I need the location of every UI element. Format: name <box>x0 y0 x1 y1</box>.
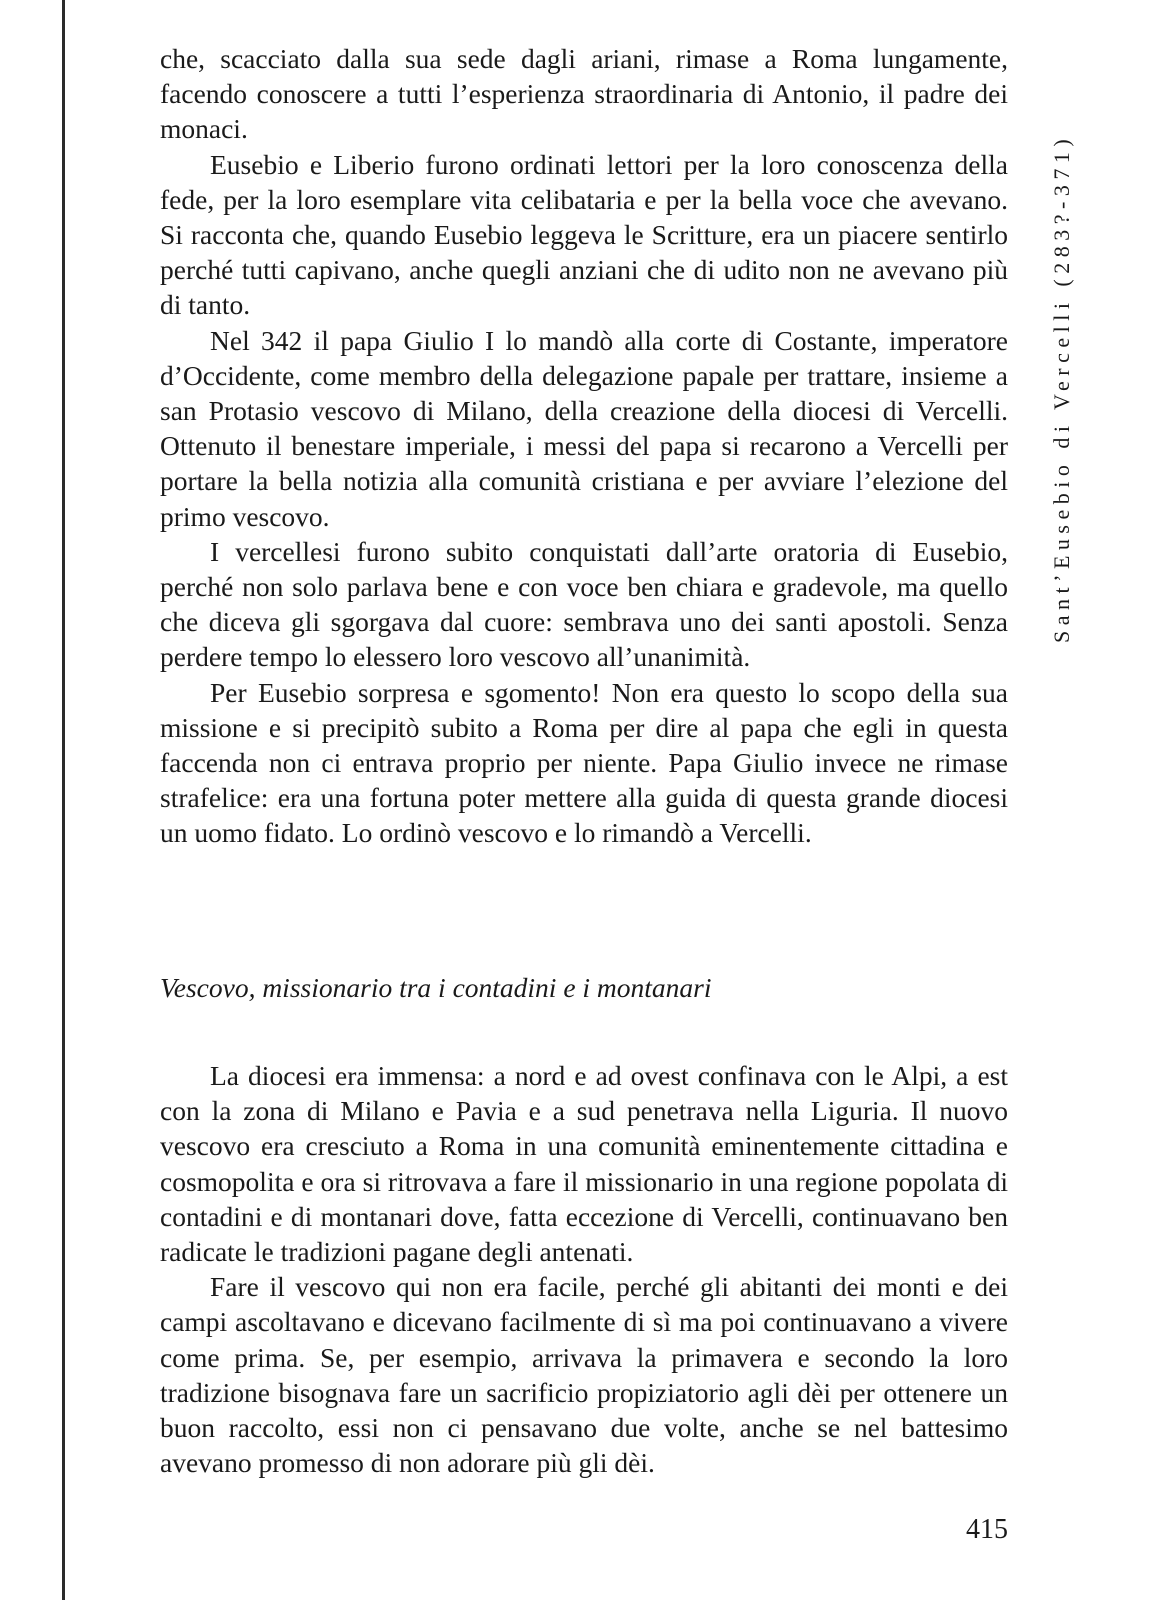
page-binding-edge <box>62 0 65 1600</box>
paragraph: Eusebio e Liberio furono ordinati lettori per la loro conoscenza della fede, per la loro esemplare vita celibataria e per la bella voce che avevano. Si racconta che, quando Eusebio leggeva le Scritture, era un piacere sentirlo perché tutti capivano, anche quegli anziani che di udito non ne avevano più di tanto. <box>160 148 1008 321</box>
body-text-top <box>160 41 1008 851</box>
body-text-section <box>160 1058 1008 1480</box>
section-heading: Vescovo, missionario tra i contadini e i montanari <box>160 972 712 1003</box>
paragraph: Nel 342 il papa Giulio I lo mandò alla corte di Costante, imperatore d’Occidente, come membro della delegazione papale per trattare, insieme a san Protasio vescovo di Milano, della creazione della diocesi di Vercelli. Ottenuto il benestare imperiale, i messi del papa si recarono a Vercelli per portare la bella notizia alla comunità cristiana e per avviare l’elezione del primo vescovo. <box>160 324 1008 532</box>
paragraph: che, scacciato dalla sua sede dagli ariani, rimase a Roma lungamente, facendo conoscere a tutti l’esperienza straordinaria di Antonio, il padre dei monaci. <box>160 43 1008 145</box>
paragraph: I vercellesi furono subito conquistati dall’arte oratoria di Eusebio, perché non solo parlava bene e con voce ben chiara e gradevole, ma quello che diceva gli sgorgava dal cuore: sembrava uno dei santi apostoli. Senza perdere tempo lo elessero loro vescovo all’unanimità. <box>160 535 1008 673</box>
paragraph: Per Eusebio sorpresa e sgomento! Non era questo lo scopo della sua missione e si precipitò subito a Roma per dire al papa che egli in questa faccenda non ci entrava proprio per niente. Papa Giulio invece ne rimase strafelice: era una fortuna poter mettere alla guida di questa grande diocesi un uomo fidato. Lo ordinò vescovo e lo rimandò a Vercelli. <box>160 676 1008 849</box>
paragraph: La diocesi era immensa: a nord e ad ovest confinava con le Alpi, a est con la zona di Milano e Pavia e a sud penetrava nella Liguria. Il nuovo vescovo era cresciuto a Roma in una comunità eminentemente cittadina e cosmopolita e ora si ritrovava a fare il missionario in una regione popolata di contadini e di montanari dove, fatta eccezione di Vercelli, continuavano ben radicate le tradizioni pagane degli antenati. <box>160 1060 1008 1268</box>
running-head: Sant’Eusebio di Vercelli (283?-371) <box>1049 133 1074 643</box>
page-number: 415 <box>966 1514 1008 1545</box>
paragraph: Fare il vescovo qui non era facile, perché gli abitanti dei monti e dei campi ascoltavano e dicevano facilmente di sì ma poi continuavano a vivere come prima. Se, per esempio, arrivava la primavera e secondo la loro tradizione bisognava fare un sacrificio propiziatorio agli dèi per ottenere un buon raccolto, essi non ci pensavano due volte, anche se nel battesimo avevano promesso di non adorare più gli dèi. <box>160 1271 1008 1479</box>
